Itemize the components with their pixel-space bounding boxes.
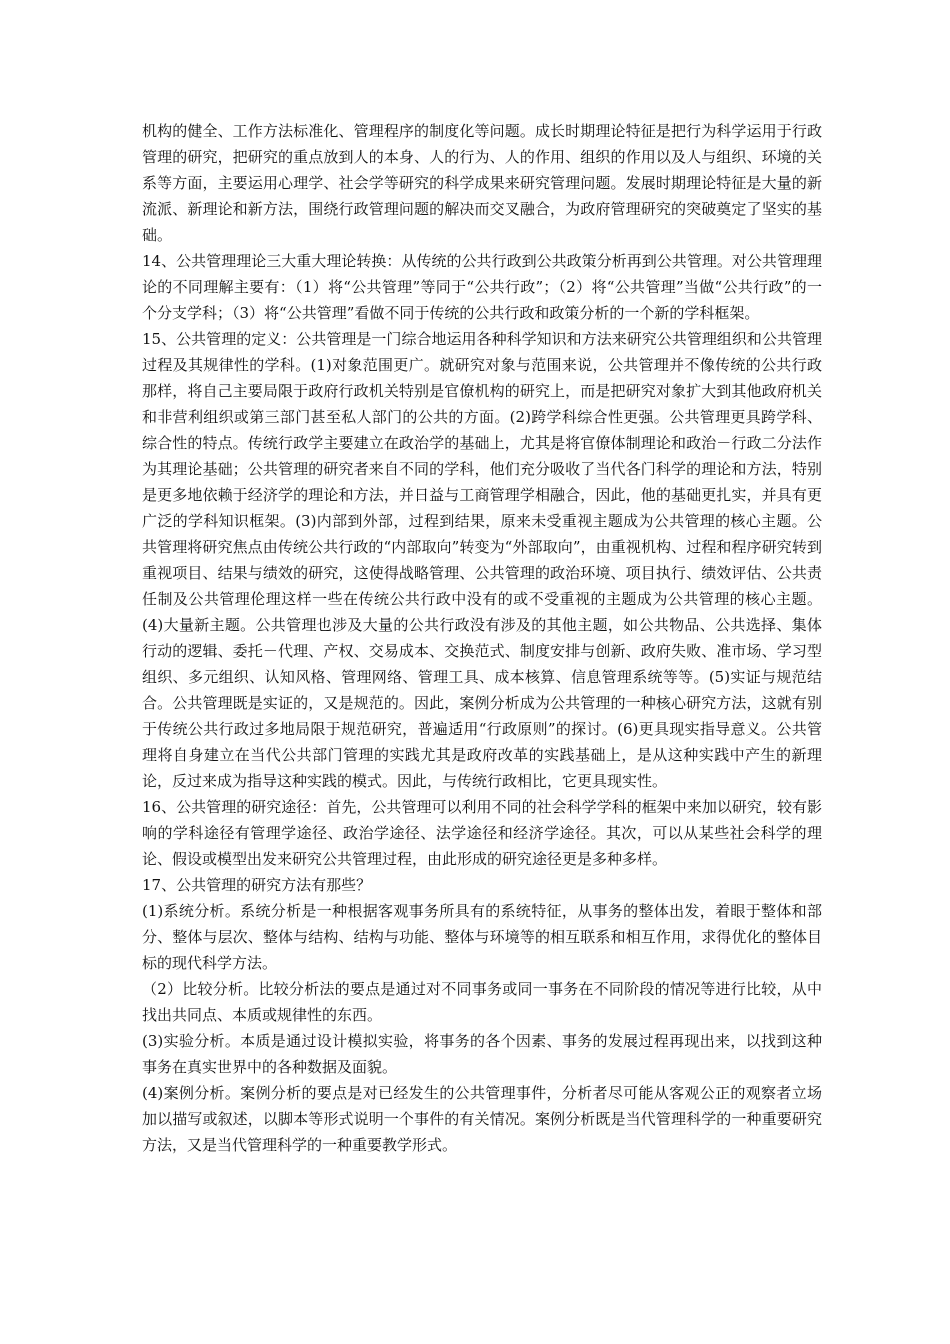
paragraph-item-17-heading: 17、公共管理的研究方法有那些？ — [142, 876, 372, 894]
paragraph-item-16: 16、公共管理的研究途径：首先，公共管理可以利用不同的社会科学学科的框架中来加以研究，较有影响的学科途径有管理学途径、政治学途径、法学途径和经济学途径。其次，可以从某些社会科学的理论、假设或模型出发来研究公共管理过程，由此形成的研究途径更是多种多样。 — [142, 798, 822, 868]
document-body — [142, 118, 822, 1158]
paragraph-method-experimental-analysis: (3)实验分析。本质是通过设计模拟实验，将事务的各个因素、事务的发展过程再现出来，以找到这种事务在真实世界中的各种数据及面貌。 — [142, 1032, 822, 1076]
paragraph-item-15: 15、公共管理的定义：公共管理是一门综合地运用各种科学知识和方法来研究公共管理组织和公共管理过程及其规律性的学科。(1)对象范围更广。就研究对象与范围来说，公共管理并不像传统的公共行政那样，将自己主要局限于政府行政机关特别是官僚机构的研究上，而是把研究对象扩大到其他政府机关和非营利组织或第三部门甚至私人部门的公共的方面。(2)跨学科综合性更强。公共管理更具跨学科、综合性的特点。传统行政学主要建立在政治学的基础上，尤其是将官僚体制理论和政治－行政二分法作为其理论基础；公共管理的研究者来自不同的学科，他们充分吸收了当代各门科学的理论和方法，特别是更多地依赖于经济学的理论和方法，并日益与工商管理学相融合，因此，他的基础更扎实，并具有更广泛的学科知识框架。(3)内部到外部，过程到结果，原来未受重视主题成为公共管理的核心主题。公共管理将研究焦点由传统公共行政的“内部取向”转变为“外部取向”，由重视机构、过程和程序研究转到重视项目、结果与绩效的研究，这使得战略管理、公共管理的政治环境、项目执行、绩效评估、公共责任制及公共管理伦理这样一些在传统公共行政中没有的或不受重视的主题成为公共管理的核心主题。(4)大量新主题。公共管理也涉及大量的公共行政没有涉及的其他主题，如公共物品、公共选择、集体行动的逻辑、委托－代理、产权、交易成本、交换范式、制度安排与创新、政府失败、准市场、学习型组织、多元组织、认知风格、管理网络、管理工具、成本核算、信息管理系统等等。(5)实证与规范结合。公共管理既是实证的，又是规范的。因此，案例分析成为公共管理的一种核心研究方法，这就有别于传统公共行政过多地局限于规范研究，普遍适用“行政原则”的探讨。(6)更具现实指导意义。公共管理将自身建立在当代公共部门管理的实践尤其是政府改革的实践基础上，是从这种实践中产生的新理论，反过来成为指导这种实践的模式。因此，与传统行政相比，它更具现实性。 — [142, 330, 822, 790]
paragraph-item-14: 14、公共管理理论三大重大理论转换：从传统的公共行政到公共政策分析再到公共管理。对公共管理理论的不同理解主要有：（1）将“公共管理”等同于“公共行政”；（2）将“公共管理”当做“公共行政”的一个分支学科；（3）将“公共管理”看做不同于传统的公共行政和政策分析的一个新的学科框架。 — [142, 252, 822, 322]
paragraph-theory-stages: 机构的健全、工作方法标准化、管理程序的制度化等问题。成长时期理论特征是把行为科学运用于行政管理的研究，把研究的重点放到人的本身、人的行为、人的作用、组织的作用以及人与组织、环境的关系等方面，主要运用心理学、社会学等研究的科学成果来研究管理问题。发展时期理论特征是大量的新流派、新理论和新方法，围绕行政管理问题的解决而交叉融合，为政府管理研究的突破奠定了坚实的基础。 — [142, 122, 822, 244]
paragraph-method-system-analysis: (1)系统分析。系统分析是一种根据客观事务所具有的系统特征，从事务的整体出发，着眼于整体和部分、整体与层次、整体与结构、结构与功能、整体与环境等的相互联系和相互作用，求得优化的整体目标的现代科学方法。 — [142, 902, 822, 972]
paragraph-method-case-analysis: (4)案例分析。案例分析的要点是对已经发生的公共管理事件，分析者尽可能从客观公正的观察者立场加以描写或叙述，以脚本等形式说明一个事件的有关情况。案例分析既是当代管理科学的一种重要研究方法，又是当代管理科学的一种重要教学形式。 — [142, 1084, 822, 1154]
paragraph-method-comparative-analysis: （2）比较分析。比较分析法的要点是通过对不同事务或同一事务在不同阶段的情况等进行比较，从中找出共同点、本质或规律性的东西。 — [142, 980, 822, 1024]
